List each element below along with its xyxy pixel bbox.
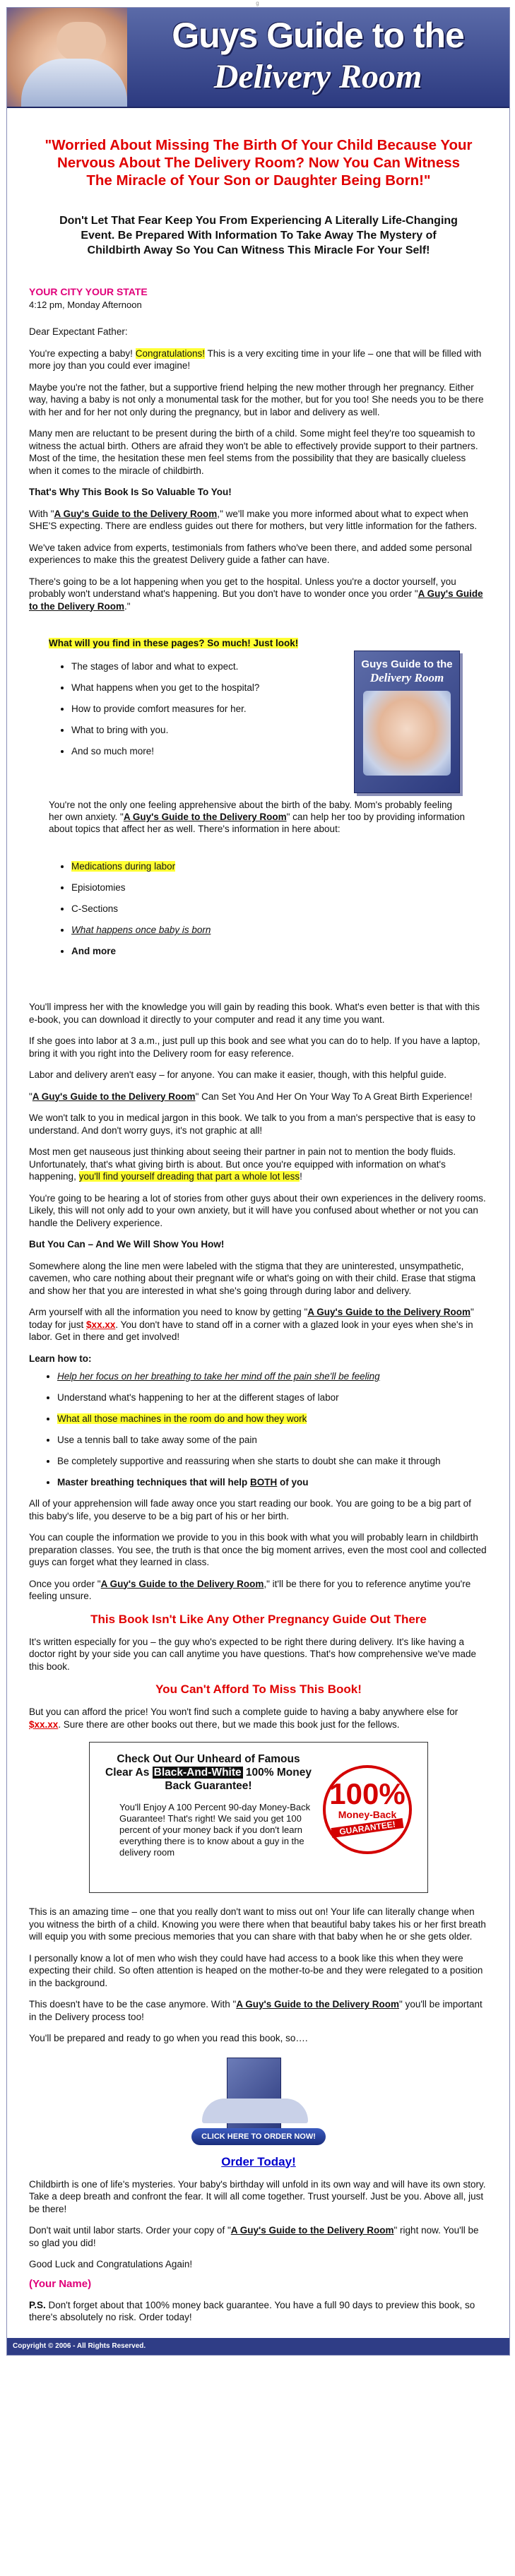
salutation: Dear Expectant Father: [29, 326, 128, 337]
paragraph-27: Good Luck and Congratulations Again! [29, 2259, 193, 2269]
list-item: • And so much more! [71, 745, 331, 757]
sales-page [6, 7, 510, 2356]
list-item: • Episiotomies [71, 882, 466, 894]
paragraph-21: This is an amazing time – one that you really don't want to miss out on! Your life can literally change when you witness the birth of a child. Knowing you were there when that beautiful baby takes his or her first breath will equip you with some precious memories that you can share with that baby when he or she gets older. [29, 1906, 486, 1942]
ebook-title-1: Guys Guide to the [361, 658, 453, 670]
baby-hand-graphic [57, 22, 106, 61]
ebook-cover-image [354, 651, 460, 793]
learn-list [29, 1370, 488, 1488]
cant-afford-heading: You Can't Afford To Miss This Book! [155, 1682, 362, 1696]
paragraph-6: There's going to be a lot happening when you get to the hospital. Unless you're a doctor yourself, you probably won't understand what's happening. But you don't have to wonder once you order "A Guy's Guide to the Delivery Room." [29, 576, 483, 612]
list-item: • What to bring with you. [71, 724, 331, 736]
paragraph-14: Somewhere along the line men were labeled with the stigma that they are uninterested, unsympathetic, cavemen, who care nothing about their pregnant wife or what's going on with their child. Erase that stigma and show her that you are interested in what she's going through during labor and delivery. [29, 1260, 476, 1296]
list-item: • Master breathing techniques that will help BOTH of you [57, 1476, 488, 1488]
paragraph-22: I personally know a lot of men who wish they could have had access to a book like this when they were expecting their child. So often attention is heaped on the mother-to-be and they were relegated to a position in the background. [29, 1952, 483, 1988]
list-item: • What happens once baby is born [71, 924, 466, 936]
paragraph-9: Labor and delivery aren't easy – for anyone. You can make it easier, though, with this helpful guide. [29, 1069, 446, 1080]
topics-list [49, 860, 466, 966]
paragraph-19: It's written especially for you – the guy who's expected to be right there during delivery. It's like having a doctor right by your side you can call anytime you have questions. That's how comprehensive we've made this book. [29, 1636, 476, 1672]
ebook-title-2: Delivery Room [369, 671, 444, 684]
not-like-other-guides-heading: This Book Isn't Like Any Other Pregnancy Guide Out There [90, 1612, 427, 1626]
valuable-heading: That's Why This Book Is So Valuable To You! [29, 487, 232, 497]
paragraph-4: With "A Guy's Guide to the Delivery Room," we'll make you more informed about what to expect when SHE'S expecting. There are endless guides out there for mothers, but very little information for the fathers. [29, 508, 478, 531]
paragraph-24: You'll be prepared and ready to go when you read this book, so…. [29, 2033, 308, 2043]
header-banner [7, 8, 509, 108]
list-item: • Understand what's happening to her at the different stages of labor [57, 1391, 488, 1403]
list-item: • Medications during labor [71, 860, 466, 872]
postscript: P.S. Don't forget about that 100% money back guarantee. You have a full 90 days to preview this book, so there's absolutely no risk. Order today! [29, 2299, 475, 2322]
money-back-seal-icon: 100% Money-Back GUARANTEE! [323, 1765, 412, 1854]
list-item: • Use a tennis ball to take away some of the pain [57, 1434, 488, 1446]
but-you-can-heading: But You Can – And We Will Show You How! [29, 1239, 225, 1250]
paragraph-8: If she goes into labor at 3 a.m., just pull up this book and see what you can do to help. If you have a laptop, bring it with you right into the Delivery room for easy reference. [29, 1035, 480, 1059]
order-ebook-shadow [202, 2099, 308, 2123]
order-now-button[interactable]: CLICK HERE TO ORDER NOW! [191, 2128, 326, 2145]
paragraph-5: We've taken advice from experts, testimonials from fathers who've been there, and added some personal experiences to make this the greatest Delivery guide a father can have. [29, 542, 472, 565]
main-headline: "Worried About Missing The Birth Of Your Child Because Your Nervous About The Delivery Room? Now You Can Witness The Miracle of Your Son or Daughter Being Born!" [45, 137, 473, 189]
order-button-graphic[interactable] [188, 2058, 329, 2149]
book-contents-intro: What will you find in these pages? So much! Just look! [49, 638, 299, 648]
guarantee-box [89, 1742, 428, 1893]
list-item: • And more [71, 945, 466, 957]
learn-heading: Learn how to: [29, 1353, 92, 1364]
paragraph-16: All of your apprehension will fade away once you start reading our book. You are going to be a big part of this baby's life, you deserve to be a big part of his or her birth. [29, 1498, 471, 1521]
signature-name: (Your Name) [29, 2277, 92, 2290]
paragraph-18: Once you order "A Guy's Guide to the Delivery Room," it'll be there for you to reference anytime you're feeling unsure. [29, 1578, 471, 1601]
book-contents-list [49, 660, 331, 766]
intro-paragraph-3: Many men are reluctant to be present during the birth of a child. Some might feel they're too squeamish to witness the actual birth. Others are afraid they won't be able to effectively provide support to their partners. Most of the time, the hesitation these men feel stems from the possibility that they are basically clueless when it comes to the miracle of childbirth. [29, 428, 478, 476]
paragraph-15: Arm yourself with all the information you need to know by getting "A Guy's Guide to the Delivery Room" today for just $xx.xx. You don't have to stand off in a corner with a glazed look in your eyes when she's in labor. Get in there and get involved! [29, 1307, 474, 1342]
header-title-line1: Guys Guide to the [172, 16, 464, 55]
guarantee-title: Check Out Our Unheard of Famous Clear As Black-And-White 100% Money Back Guarantee! [105, 1753, 312, 1792]
paragraph-23: This doesn't have to be the case anymore. With "A Guy's Guide to the Delivery Room" you'll be important in the Delivery process too! [29, 1999, 483, 2022]
ebook-baby-photo [363, 691, 451, 776]
paragraph-25: Childbirth is one of life's mysteries. Your baby's birthday will unfold in its own way and will have its own story. Take a deep breath and confront the fear. It will all come together. Trust yourself. Just be you. Above all, just be there! [29, 2178, 486, 2214]
list-item: • C-Sections [71, 903, 466, 915]
location-line: YOUR CITY YOUR STATE [29, 286, 148, 297]
list-item: • What all those machines in the room do and how they work [57, 1413, 488, 1425]
list-item: • Be completely supportive and reassuring when she starts to doubt she can make it through [57, 1455, 488, 1467]
mom-anxiety-paragraph: You're not the only one feeling apprehensive about the birth of the baby. Mom's probably feeling her own anxiety. "A Guy's Guide to the Delivery Room" can help her too by providing information about topics that affect her as well. There's information in here about: [49, 800, 466, 834]
paragraph-11: We won't talk to you in medical jargon in this book. We talk to you from a man's perspective that is easy to understand. And don't worry guys, it's not graphic at all! [29, 1112, 475, 1136]
sub-headline: Don't Let That Fear Keep You From Experiencing A Literally Life-Changing Event. Be Prepared With Information To Take Away The Mystery of Childbirth Away So You Can Witness This Miracle For Your Self! [59, 215, 458, 256]
list-item: • Help her focus on her breathing to take her mind off the pain she'll be feeling [57, 1370, 488, 1382]
paragraph-10: "A Guy's Guide to the Delivery Room" Can Set You And Her On Your Way To A Great Birth Experience! [29, 1091, 473, 1102]
list-item: • The stages of labor and what to expect. [71, 660, 331, 672]
list-item: • How to provide comfort measures for her. [71, 703, 331, 715]
order-today-link[interactable]: Order Today! [221, 2154, 296, 2168]
footer-copyright: Copyright © 2006 - All Rights Reserved. [7, 2338, 509, 2355]
top-mark: g [256, 0, 259, 6]
paragraph-12: Most men get nauseous just thinking about seeing their partner in pain not to mention the body fluids. Unfortunately, that's what giving birth is about. But once you're equipped with information on what's happening, you'll find yourself dreading that part a whole lot less! [29, 1146, 456, 1182]
paragraph-20: But you can afford the price! You won't find such a complete guide to having a baby anywhere else for $xx.xx. Sure there are other books out there, but we made this book just for the fellows. [29, 1707, 458, 1730]
intro-paragraph-1: You're expecting a baby! Congratulations! This is a very exciting time in your life – one that will be filled with more joy than you could ever imagine! [29, 348, 482, 371]
header-title-line2: Delivery Room [213, 58, 422, 95]
paragraph-13: You're going to be hearing a lot of stories from other guys about their own experiences in the delivery rooms. Likely, this will not only add to your own anxiety, but it will have you confused about whether or not you can handle the Delivery experience. [29, 1192, 486, 1228]
paragraph-17: You can couple the information we provide to you in this book with what you will probably learn in childbirth preparation classes. You see, the truth is that once the big moment arrives, even the most cool and collected guys can forget what they learned in class. [29, 1532, 487, 1567]
list-item: • What happens when you get to the hospital? [71, 682, 331, 694]
guarantee-body: You'll Enjoy A 100 Percent 90-day Money-Back Guarantee! That's right! We said you get 100 percent of your money back if you don't learn everything there is to know about a guy in the delivery room [119, 1802, 311, 1858]
book-contents-box [43, 631, 481, 998]
intro-paragraph-2: Maybe you're not the father, but a supportive friend helping the new mother through her pregnancy. Either way, having a baby is not only a monumental task for the mother, but for you too! She needs you to be there with her and for her not only during the pregnancy, but in labor and delivery as well. [29, 381, 484, 417]
date-line: 4:12 pm, Monday Afternoon [29, 299, 142, 310]
paragraph-7: You'll impress her with the knowledge you will gain by reading this book. What's even better is that with this e-book, you can download it directly to your computer and read it any time you want. [29, 1002, 480, 1025]
paragraph-26: Don't wait until labor starts. Order your copy of "A Guy's Guide to the Delivery Room" right now. You'll be so glad you did! [29, 2225, 479, 2248]
